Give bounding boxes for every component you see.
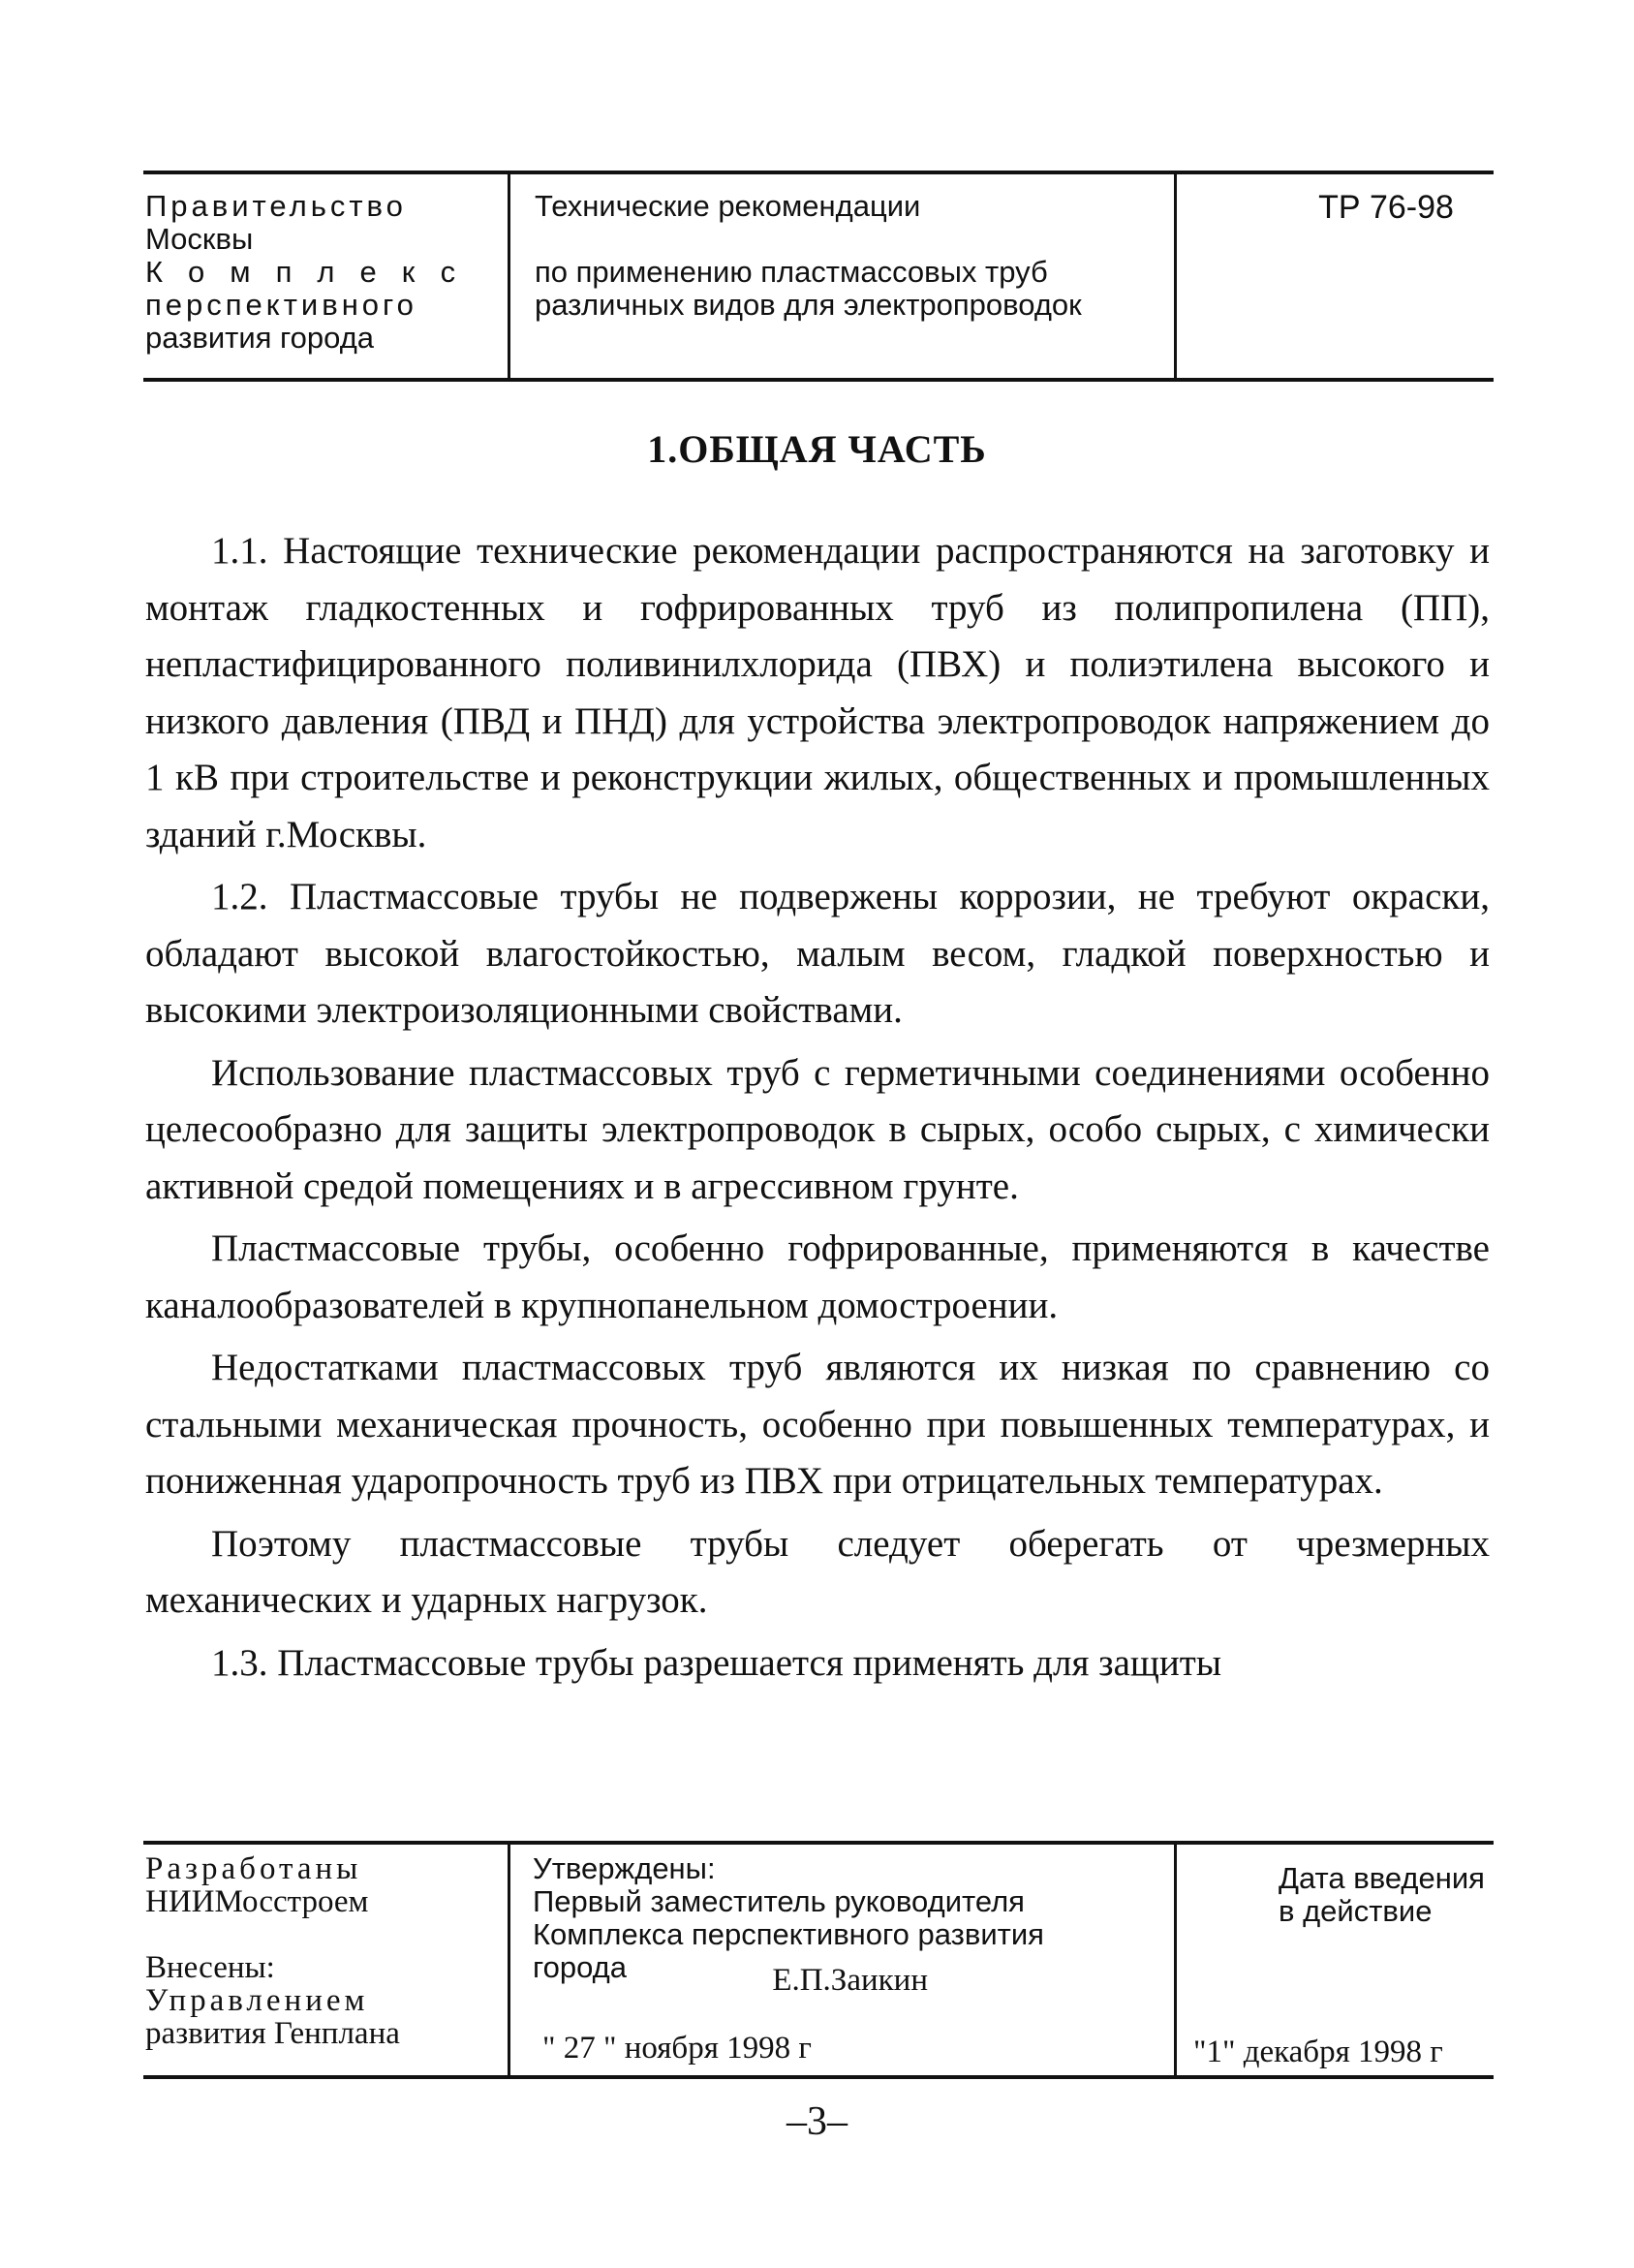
effective-label-line-1: Дата введения (1279, 1861, 1485, 1895)
document-title-block (535, 190, 1310, 322)
document-type: Технические рекомендации (535, 189, 921, 223)
approved-line-1: Первый заместитель руководителя (533, 1884, 1025, 1918)
developer-block (145, 1852, 504, 2050)
approved-line-3: города (533, 1950, 627, 1984)
org-line-5: развития города (145, 321, 375, 355)
developed-label: Разработаны (145, 1851, 362, 1886)
body-text (145, 523, 1490, 1697)
org-line-4: перспективного (145, 288, 417, 322)
approved-label: Утверждены: (533, 1851, 716, 1885)
paragraph-usage: Использование пластмассовых труб с герметичными соединениями особенно целесообразно для защиты электропроводок в сырых, особо сырых, с химически активной средой помещениях и в агрессивном грунте. (145, 1051, 1490, 1207)
paragraph-1-3: 1.3. Пластмассовые трубы разрешается применять для защиты (211, 1641, 1222, 1684)
document-title-line-1: по применению пластмассовых труб (535, 255, 1048, 289)
effective-label-line-2: в действие (1279, 1894, 1433, 1928)
section-title: 1.ОБЩАЯ ЧАСТЬ (647, 427, 987, 471)
org-line-3: Комплекс (145, 255, 481, 289)
footer-table (143, 1841, 1494, 2079)
introduced-by-line-1: Управлением (145, 1983, 369, 2018)
header-table (143, 171, 1494, 382)
document-code: ТР 76-98 (1318, 189, 1454, 226)
approval-date: " 27 " ноября 1998 г (542, 2031, 812, 2066)
page-number: –3– (786, 2099, 848, 2144)
paragraph-1-1: 1.1. Настоящие технические рекомендации распространяются на заготовку и монтаж гладкостенных и гофрированных труб из полипропилена (ПП), непластифицированного поливинилхлорида (ПВХ) и полиэтилена высокого и низкого давления (ПВД и ПНД) для устройства электропроводок напряжением до 1 кВ при строительстве и реконструкции жилых, общественных и промышленных зданий г.Москвы. (145, 530, 1490, 855)
paragraph-drawbacks: Недостатками пластмассовых труб являются их низкая по сравнению со стальными механическая прочность, особенно при повышенных температурах, и пониженная ударопрочность труб из ПВХ при отрицательных температурах. (145, 1347, 1490, 1502)
paragraph-protection: Поэтому пластмассовые трубы следует оберегать от чрезмерных механических и ударных нагрузок. (145, 1522, 1490, 1621)
developed-by: НИИМосстроем (145, 1884, 369, 1919)
organization-block (145, 190, 504, 355)
footer-divider-1 (508, 1845, 510, 2075)
org-line-1: Правительство (145, 189, 407, 223)
effective-date: "1" декабря 1998 г (1193, 2035, 1443, 2069)
paragraph-corrugated: Пластмассовые трубы, особенно гофрированные, применяются в качестве каналообразователей в крупнопанельном домостроении. (145, 1227, 1490, 1326)
signer-name: Е.П.Заикин (772, 1963, 928, 1998)
org-line-2: Москвы (145, 222, 254, 256)
introduced-label: Внесены: (145, 1950, 275, 1985)
introduced-by-line-2: развития Генплана (145, 2016, 400, 2051)
header-divider-1 (508, 174, 510, 378)
paragraph-1-2: 1.2. Пластмассовые трубы не подвержены коррозии, не требуют окраски, обладают высокой влагостойкостью, малым весом, гладкой поверхностью и высокими электроизоляционными свойствами. (145, 876, 1490, 1031)
document-title-line-2: различных видов для электропроводок (535, 288, 1082, 322)
effective-date-block (1279, 1862, 1521, 1928)
approved-line-2: Комплекса перспективного развития (533, 1917, 1044, 1951)
